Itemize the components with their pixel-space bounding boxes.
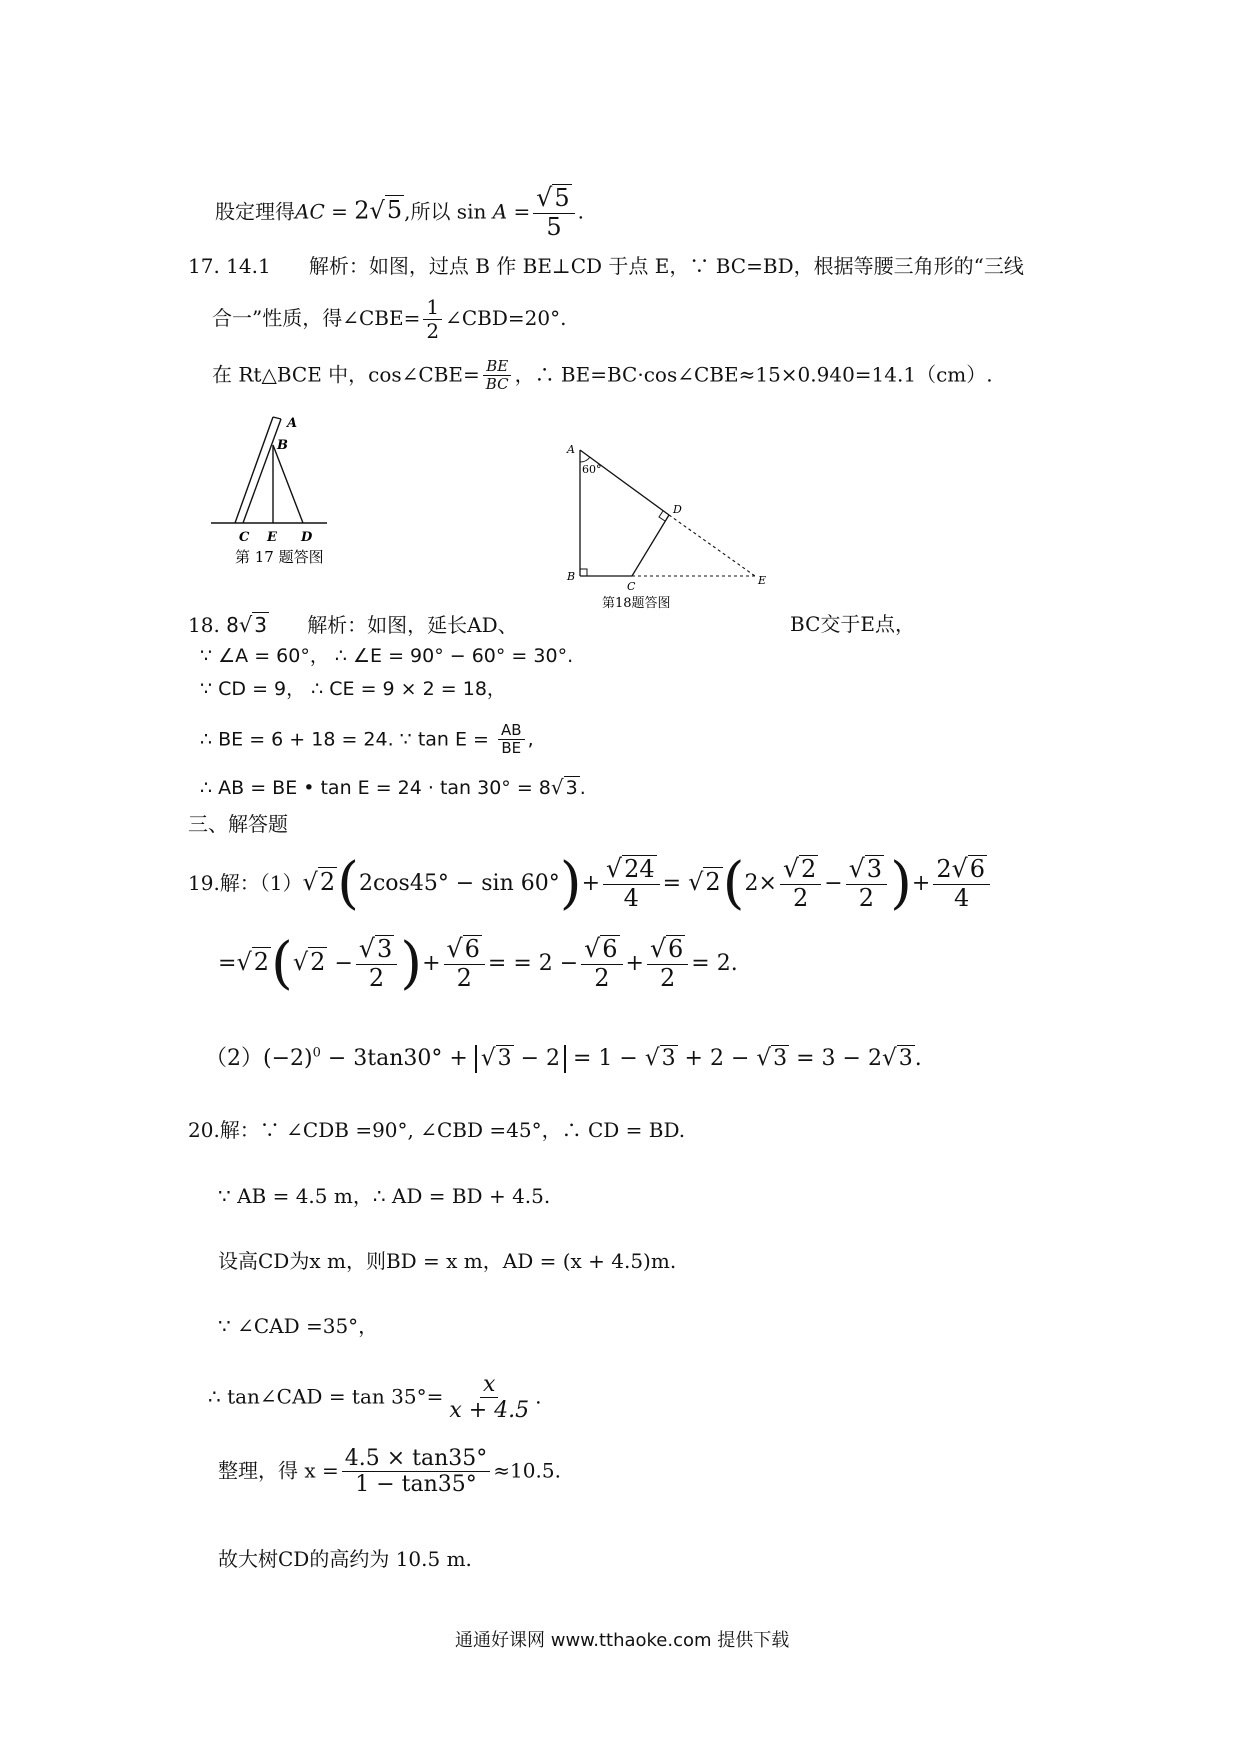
section-heading: 三、解答题 <box>188 812 288 836</box>
p19-line-3: $(2)(-2)^0 - 3\tan 30^\circ + √3 - 2 = 1 - √3 + 2 - √3 = 3 - 2√3$. <box>205 1045 922 1071</box>
p20-line-5: ∴ tan∠CAD = tan 35°= $\frac{x}{x + 4.5}$ . <box>208 1372 542 1424</box>
segment-DE <box>669 515 755 576</box>
p17-heading: 17. 14.1 解析：如图，过点 B 作 BE⊥CD 于点 E，∵ BC=BD，根据等腰三角形的“三线 <box>188 254 1024 278</box>
figure-17 <box>205 405 345 565</box>
label-C: C <box>627 580 636 593</box>
figure-18 <box>555 438 775 613</box>
label-C: C <box>239 530 250 545</box>
p20-line-7: 故大树CD的高约为 10.5 m. <box>218 1547 472 1571</box>
angle-arc-A <box>580 457 590 462</box>
label-B: B <box>567 570 576 583</box>
p17-line-2: 合一”性质，得∠CBE= $\frac{1}{2}$ ∠CBD=20°. <box>212 295 567 343</box>
p19-line-1: 19.解：（1）√2(2cos45° − sin 60°)+ $\frac{√24}{4}$ = √2(2× $\frac{√2}{2}$ − $\frac{√3}{2}$ )+ $\frac{2√6}{4}$ <box>188 855 993 913</box>
label-angle: 60° <box>582 463 602 476</box>
p20-line-3: 设高CD为x m，则BD = x m，AD = (x + 4.5)m. <box>218 1249 677 1273</box>
pole-left <box>235 417 273 523</box>
fraction: $\frac{√5}{5}$ <box>533 184 574 242</box>
label-A: A <box>287 416 298 431</box>
text-line-0: 股定理得AC = 2√5 ,所以 sin A = $\frac{√5}{5}$ . <box>215 183 584 241</box>
segment-DC <box>632 515 669 576</box>
label-A: A <box>567 443 575 456</box>
p20-line-6: 整理，得 x = $\frac{4.5 \times \tan 35^\circ}{1 - \tan 35^\circ}$ ≈10.5. <box>218 1446 561 1498</box>
p18-line-3: ∵ CD = 9， ∴ CE = 9 × 2 = 18， <box>200 678 506 700</box>
label-B: B <box>277 438 288 453</box>
caption-18: 第18题答图 <box>602 596 671 611</box>
label-D: D <box>673 503 682 516</box>
segment-BD <box>273 445 303 523</box>
pole-right <box>243 419 281 523</box>
right-angle-D <box>659 511 665 521</box>
p20-line-4: ∵ ∠CAD =35°， <box>218 1314 379 1338</box>
p18-heading-right: BC交于E点， <box>790 612 915 636</box>
footer: 通通好课网 www.tthaoke.com 提供下载 <box>455 1630 790 1651</box>
p18-line-5: ∴ AB = BE • tan E = 24 · tan 30° = 8√ 3 . <box>200 775 586 799</box>
p19-line-2: =√2(√2 − $\frac{√3}{2}$ )+ $\frac{√6}{2}$ = = 2 − $\frac{√6}{2}$ + $\frac{√6}{2}$ = 2. <box>218 930 738 996</box>
caption-17: 第 17 题答图 <box>235 548 324 565</box>
p18-line-2: ∵ ∠A = 60°， ∴ ∠E = 90° − 60° = 30°. <box>200 645 574 667</box>
label-E: E <box>267 530 277 545</box>
p18-line-4: ∴ BE = 6 + 18 = 24. ∵ tan E = $\frac{AB}{BE}$ , <box>200 721 534 758</box>
segment-AD <box>580 450 669 515</box>
p20-line-1: 20.解：∵ ∠CDB =90°, ∠CBD =45°，∴ CD = BD. <box>188 1118 686 1142</box>
p18-heading: 18. 8√ 3 解析：如图，延长AD、 <box>188 613 518 637</box>
pole-top <box>273 417 281 419</box>
p20-line-2: ∵ AB = 4.5 m，∴ AD = BD + 4.5. <box>218 1184 551 1208</box>
label-D: D <box>301 530 313 545</box>
right-angle-B <box>580 569 587 576</box>
label-E: E <box>758 574 767 587</box>
p17-line-3: 在 Rt△BCE 中，cos∠CBE= $\frac{BE}{BC}$ ，∴ BE=BC·cos∠CBE≈15×0.940=14.1（cm）. <box>212 357 993 394</box>
